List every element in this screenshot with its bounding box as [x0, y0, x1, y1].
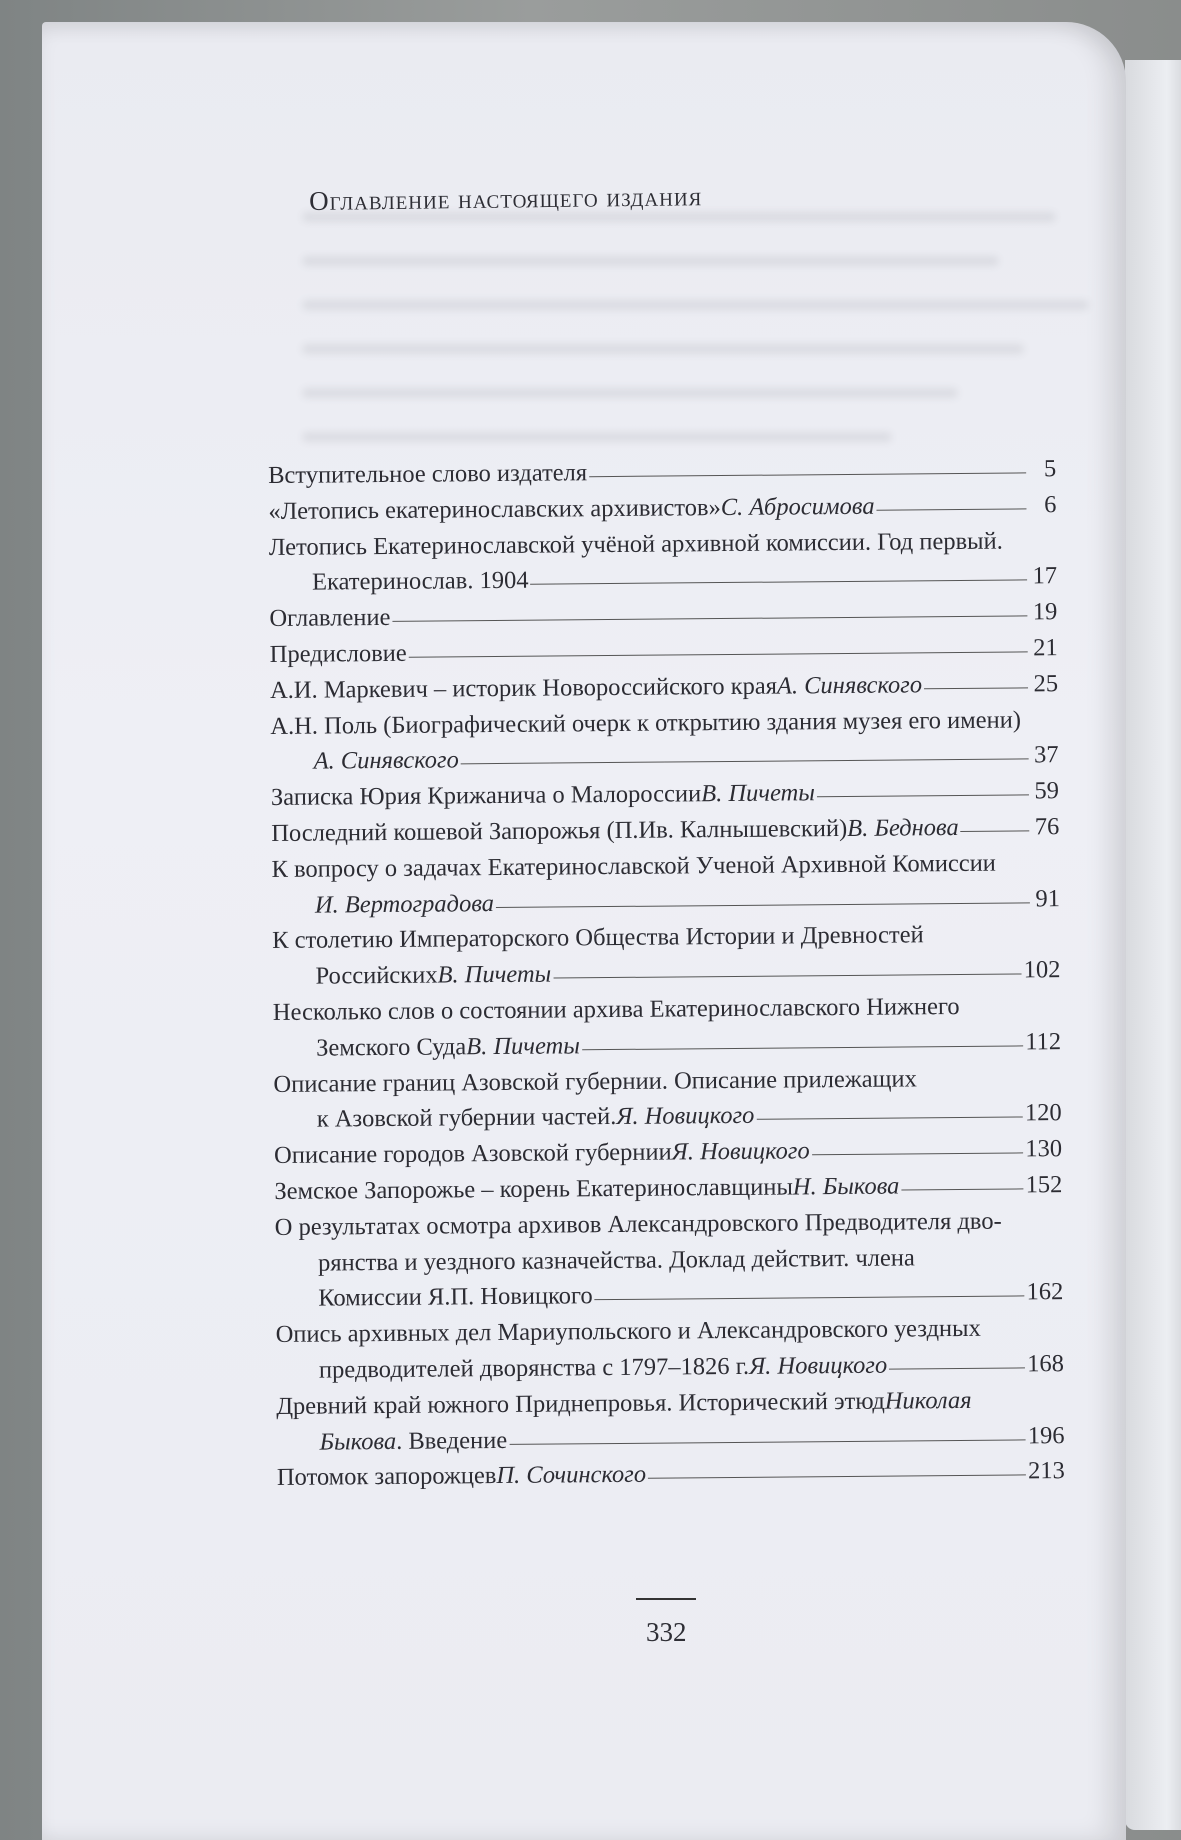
dot-leader	[392, 616, 1027, 623]
dot-leader	[648, 1475, 1026, 1479]
toc-author: А. Синявского	[776, 671, 923, 700]
toc-line	[273, 988, 1061, 1031]
toc-line	[277, 1453, 1065, 1496]
toc-page-number: 76	[1034, 813, 1060, 841]
page-title: Оглавление настоящего издания	[309, 181, 703, 216]
folio-rule	[636, 1598, 696, 1600]
toc-title: Вступительное слово издателя	[268, 459, 588, 489]
toc-page-number: 196	[1027, 1421, 1065, 1449]
toc-entry	[273, 1060, 1062, 1138]
toc-page-number: 5	[1043, 455, 1057, 483]
dot-leader	[901, 1188, 1023, 1190]
toc-title: О результатах осмотра архивов Александровского Предводителя дво-	[274, 1207, 1002, 1241]
toc-title: А.Н. Поль (Биографический очерк к открытию здания музея его имени)	[270, 706, 1022, 740]
toc-title: Екатеринослав. 1904	[311, 567, 529, 597]
toc-author: В. Пичеты	[701, 779, 815, 808]
toc-page-number: 120	[1024, 1099, 1062, 1127]
dot-leader	[877, 508, 1027, 510]
toc-page-number: 168	[1027, 1350, 1065, 1378]
toc-page-number: 91	[1035, 884, 1060, 912]
dot-leader	[812, 1153, 1024, 1156]
toc-title: Потомок запорожцев	[276, 1462, 497, 1492]
toc-entry	[272, 916, 1061, 994]
toc-entries	[268, 451, 1065, 1496]
toc-entry	[275, 1203, 1064, 1317]
toc-title: Опись архивных дел Мариупольского и Александровского уездных	[275, 1314, 981, 1349]
toc-title: Описание границ Азовской губернии. Описание прилежащих	[273, 1064, 917, 1098]
toc-author: Я. Новицкого	[616, 1102, 755, 1131]
toc-title: Комиссии Я.П. Новицкого	[318, 1282, 593, 1312]
toc-author: В. Беднова	[847, 813, 959, 842]
toc-line	[269, 523, 1057, 566]
toc-entry	[270, 702, 1059, 780]
toc-title: Описание городов Азовской губернии	[273, 1138, 672, 1170]
toc-line	[276, 1382, 1064, 1425]
toc-entry	[276, 1382, 1065, 1460]
toc-title: Российских	[315, 961, 438, 990]
toc-entry	[275, 1310, 1064, 1388]
toc-author: В. Пичеты	[466, 1032, 580, 1061]
toc-title: А.И. Маркевич – историк Новороссийского края	[269, 672, 778, 704]
toc-title: Оглавление	[269, 604, 391, 633]
toc-entry	[273, 988, 1062, 1066]
toc-author: А. Синявского	[313, 746, 459, 775]
toc-title: «Летопись екатеринославских архивистов»	[268, 493, 721, 525]
toc-title: Древний край южного Приднепровья. Исторический этюд	[276, 1387, 885, 1420]
toc-line	[270, 702, 1058, 745]
toc-title: к Азовской губернии частей.	[316, 1103, 617, 1133]
dot-leader	[553, 974, 1022, 979]
toc-page-number: 25	[1033, 669, 1059, 698]
dot-leader	[889, 1367, 1025, 1369]
dot-leader	[582, 1045, 1023, 1050]
dot-leader	[509, 1439, 1026, 1445]
toc-title: Земское Запорожье – корень Екатеринославщины	[274, 1173, 793, 1205]
toc-author: Н. Быкова	[792, 1172, 900, 1201]
toc-author: В. Пичеты	[437, 960, 552, 989]
dot-leader	[496, 902, 1030, 908]
toc-page-number: 17	[1032, 562, 1058, 590]
dot-leader	[924, 687, 1028, 689]
dot-leader	[531, 580, 1028, 585]
toc-author: Я. Новицкого	[749, 1351, 888, 1380]
toc-title: предводителей дворянства с 1797–1826 г.	[318, 1352, 750, 1384]
toc-line	[271, 845, 1059, 888]
toc-page-number: 213	[1028, 1457, 1065, 1485]
toc-author: С. Абросимова	[720, 492, 875, 521]
toc-page-number: 6	[1044, 490, 1057, 519]
toc-title: Последний кошевой Запорожья (П.Ив. Калнышевский)	[271, 814, 848, 847]
toc-author: Николая	[884, 1386, 972, 1415]
toc-title: Несколько слов о состоянии архива Екатеринославского Нижнего	[272, 992, 960, 1026]
toc-entry	[277, 1453, 1065, 1496]
toc-title: К вопросу о задачах Екатеринославской Ученой Архивной Комиссии	[271, 849, 996, 883]
dot-leader	[756, 1117, 1023, 1120]
toc-author: Я. Новицкого	[671, 1137, 810, 1166]
dot-leader	[409, 651, 1028, 657]
toc-author: Быкова	[319, 1427, 397, 1456]
toc-entry	[271, 845, 1060, 923]
toc-page-number: 102	[1023, 956, 1061, 984]
toc-title-trail: . Введение	[396, 1426, 508, 1455]
dot-leader	[961, 830, 1030, 832]
toc-title: К столетию Императорского Общества Истории и Древностей	[272, 921, 924, 955]
dot-leader	[817, 795, 1029, 798]
toc-page-number: 162	[1026, 1278, 1064, 1306]
toc-title: рянства и уездного казначейства. Доклад действит. члена	[317, 1243, 915, 1277]
toc-author: П. Сочинского	[496, 1461, 647, 1490]
toc-entry	[269, 523, 1058, 601]
toc-page-number: 130	[1025, 1135, 1063, 1163]
dot-leader	[589, 472, 1026, 477]
toc-page-number: 19	[1032, 598, 1058, 626]
toc-title: Земского Суда	[316, 1033, 467, 1062]
toc-line	[275, 1203, 1063, 1246]
page-number: 332	[646, 1617, 687, 1647]
toc-page-number: 112	[1025, 1027, 1062, 1056]
toc-page-number: 59	[1034, 777, 1060, 805]
toc-title: Записка Юрия Крижанича о Малороссии	[270, 780, 702, 812]
toc-page-number: 37	[1034, 741, 1059, 769]
toc-title: Предисловие	[269, 639, 407, 668]
toc-line	[275, 1310, 1063, 1353]
toc-title: Летопись Екатеринославской учёной архивной комиссии. Год первый.	[268, 527, 1003, 561]
toc-page-number: 21	[1033, 634, 1058, 662]
dot-leader	[461, 759, 1029, 765]
toc-author: И. Вертоградова	[314, 889, 495, 919]
dot-leader	[595, 1296, 1025, 1301]
toc-page-number: 152	[1025, 1171, 1063, 1199]
